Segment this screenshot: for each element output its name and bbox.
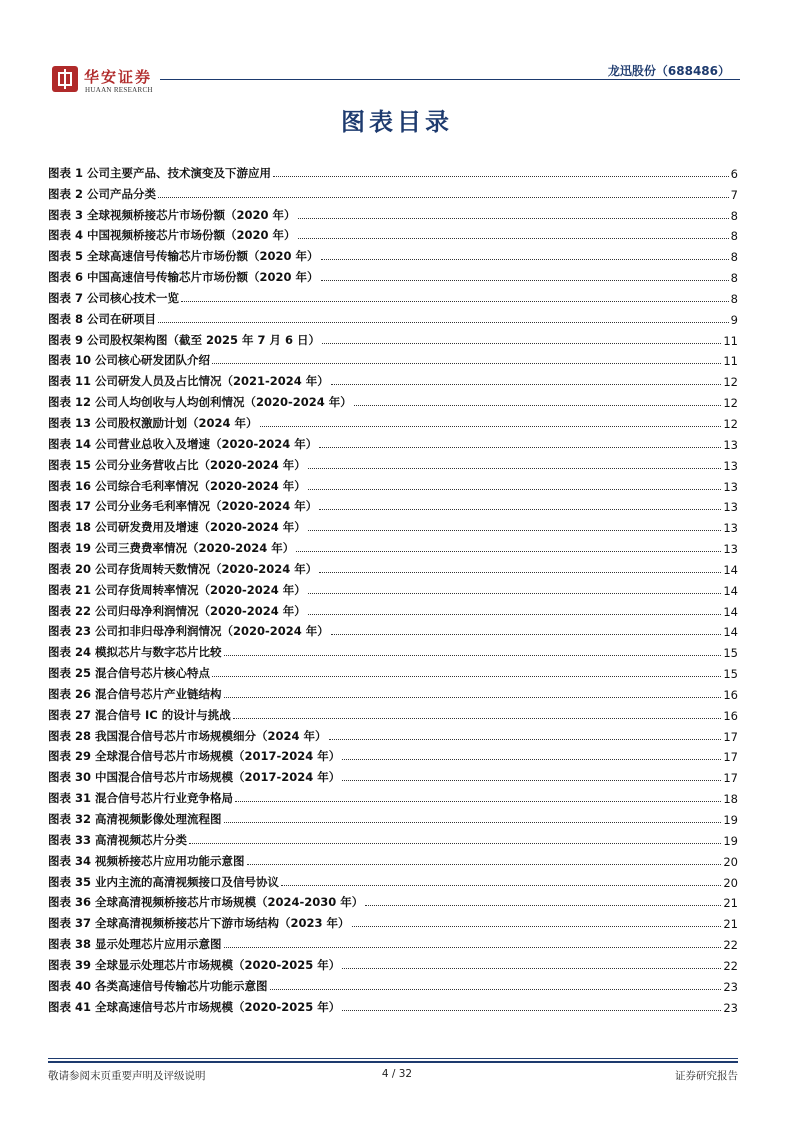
toc-entry-page: 13 [723, 521, 738, 536]
toc-entry-label: 图表 17 公司分业务毛利率情况（2020-2024 年） [48, 499, 318, 514]
toc-entry-label: 图表 20 公司存货周转天数情况（2020-2024 年） [48, 561, 318, 576]
toc-entry[interactable] [48, 639, 738, 660]
toc-entry-page: 17 [723, 729, 738, 744]
toc-entry-label: 图表 34 视频桥接芯片应用功能示意图 [48, 853, 245, 868]
table-of-figures [48, 160, 738, 1015]
toc-entry-page: 20 [723, 854, 738, 869]
toc-entry-label: 图表 5 全球高速信号传输芯片市场份额（2020 年） [48, 249, 319, 264]
toc-entry-page: 21 [723, 896, 738, 911]
toc-entry-label: 图表 4 中国视频桥接芯片市场份额（2020 年） [48, 228, 296, 243]
toc-leader-dots [319, 509, 721, 510]
toc-entry-label: 图表 14 公司营业总收入及增速（2020-2024 年） [48, 436, 318, 451]
toc-entry-label: 图表 23 公司扣非归母净利润情况（2020-2024 年） [48, 624, 329, 639]
toc-entry[interactable] [48, 806, 738, 827]
footer-page-number: 4 / 32 [381, 1068, 413, 1080]
toc-leader-dots [235, 801, 721, 802]
toc-entry[interactable] [48, 473, 738, 494]
toc-entry-page: 12 [723, 416, 738, 431]
toc-leader-dots [298, 238, 729, 239]
toc-leader-dots [281, 885, 721, 886]
toc-leader-dots [189, 843, 721, 844]
toc-leader-dots [308, 468, 722, 469]
toc-leader-dots [308, 614, 722, 615]
toc-entry-page: 14 [723, 604, 738, 619]
logo-emblem-icon [52, 66, 78, 92]
toc-leader-dots [342, 1010, 721, 1011]
toc-entry-page: 19 [723, 813, 738, 827]
toc-entry-page: 18 [723, 792, 738, 807]
toc-leader-dots [296, 551, 721, 552]
toc-entry-label: 图表 33 高清视频芯片分类 [48, 832, 188, 847]
toc-entry-label: 图表 6 中国高速信号传输芯片市场份额（2020 年） [48, 270, 319, 285]
toc-entry-label: 图表 22 公司归母净利润情况（2020-2024 年） [48, 603, 306, 618]
toc-entry[interactable] [48, 348, 738, 369]
toc-entry-page: 12 [723, 375, 738, 390]
footer-report-type: 证券研究报告 [675, 1070, 738, 1082]
toc-entry[interactable] [48, 910, 738, 931]
toc-leader-dots [181, 301, 729, 302]
toc-entry[interactable] [48, 202, 738, 223]
toc-leader-dots [329, 739, 722, 740]
toc-entry-page: 22 [723, 938, 738, 953]
toc-entry[interactable] [48, 514, 738, 535]
toc-entry[interactable] [48, 452, 738, 473]
toc-entry-label: 图表 8 公司在研项目 [48, 311, 157, 326]
toc-entry[interactable] [48, 243, 738, 264]
toc-entry[interactable] [48, 431, 738, 452]
toc-entry[interactable] [48, 994, 738, 1015]
toc-entry-label: 图表 18 公司研发费用及增速（2020-2024 年） [48, 520, 306, 535]
toc-leader-dots [365, 905, 721, 906]
toc-entry-page: 13 [723, 542, 738, 557]
toc-leader-dots [273, 176, 729, 177]
toc-entry[interactable] [48, 577, 738, 598]
toc-entry[interactable] [48, 327, 738, 348]
toc-entry[interactable] [48, 264, 738, 285]
toc-leader-dots [308, 489, 722, 490]
toc-entry-page: 16 [723, 687, 738, 702]
toc-entry-page: 11 [723, 354, 738, 369]
toc-entry-page: 8 [730, 291, 738, 306]
toc-leader-dots [342, 780, 721, 781]
toc-entry[interactable] [48, 285, 738, 306]
toc-entry[interactable] [48, 702, 738, 723]
toc-entry-page: 23 [723, 979, 738, 994]
toc-leader-dots [298, 218, 729, 219]
company-logo [52, 66, 192, 98]
toc-entry[interactable] [48, 973, 738, 994]
footer-disclaimer: 敬请参阅末页重要声明及评级说明 [48, 1070, 206, 1082]
toc-entry-label: 图表 7 公司核心技术一览 [48, 290, 180, 305]
toc-leader-dots [308, 593, 722, 594]
toc-entry-label: 图表 24 模拟芯片与数字芯片比较 [48, 645, 222, 660]
toc-entry-label: 图表 28 我国混合信号芯片市场规模细分（2024 年） [48, 728, 327, 743]
toc-entry[interactable] [48, 660, 738, 681]
toc-entry-label: 图表 3 全球视频桥接芯片市场份额（2020 年） [48, 207, 296, 222]
toc-leader-dots [224, 655, 722, 656]
toc-entry-page: 15 [723, 667, 738, 682]
toc-entry-label: 图表 13 公司股权激励计划（2024 年） [48, 415, 258, 430]
header-company-ticker: 龙迅股份（688486） [607, 64, 730, 78]
toc-entry-label: 图表 26 混合信号芯片产业链结构 [48, 686, 222, 701]
toc-entry-page: 8 [730, 229, 738, 244]
toc-entry[interactable] [48, 494, 738, 515]
toc-entry-label: 图表 41 全球高速信号芯片市场规模（2020-2025 年） [48, 999, 341, 1014]
toc-entry-page: 15 [723, 646, 738, 661]
toc-entry-page: 23 [723, 1000, 738, 1015]
toc-leader-dots [224, 697, 722, 698]
toc-leader-dots [319, 447, 721, 448]
toc-entry-label: 图表 21 公司存货周转率情况（2020-2024 年） [48, 582, 306, 597]
toc-entry[interactable] [48, 785, 738, 806]
toc-entry-label: 图表 11 公司研发人员及占比情况（2021-2024 年） [48, 374, 329, 389]
toc-entry-page: 19 [723, 833, 738, 848]
toc-entry-label: 图表 40 各类高速信号传输芯片功能示意图 [48, 978, 268, 993]
toc-entry-page: 6 [730, 166, 738, 181]
toc-entry-page: 20 [723, 875, 738, 890]
toc-entry[interactable] [48, 848, 738, 869]
toc-leader-dots [342, 968, 721, 969]
toc-entry[interactable] [48, 368, 738, 389]
toc-leader-dots [212, 676, 721, 677]
toc-entry-page: 8 [730, 250, 738, 265]
toc-entry-label: 图表 16 公司综合毛利率情况（2020-2024 年） [48, 478, 306, 493]
toc-entry-label: 图表 35 业内主流的高清视频接口及信号协议 [48, 874, 280, 889]
toc-leader-dots [331, 634, 722, 635]
toc-entry-label: 图表 38 显示处理芯片应用示意图 [48, 937, 222, 952]
footer-divider-thin [48, 1058, 738, 1059]
toc-entry-page: 14 [723, 583, 738, 598]
toc-leader-dots [158, 322, 729, 323]
toc-entry-label: 图表 1 公司主要产品、技术演变及下游应用 [48, 165, 272, 180]
toc-leader-dots [322, 343, 721, 344]
toc-entry-label: 图表 10 公司核心研发团队介绍 [48, 353, 211, 368]
footer-divider-thick [48, 1061, 738, 1063]
toc-entry-page: 13 [723, 458, 738, 473]
toc-entry[interactable] [48, 160, 738, 181]
toc-entry-label: 图表 15 公司分业务营收占比（2020-2024 年） [48, 457, 306, 472]
toc-entry[interactable] [48, 619, 738, 640]
toc-leader-dots [270, 989, 722, 990]
toc-leader-dots [158, 197, 729, 198]
logo-chinese-name: 华安证券 [84, 68, 153, 86]
toc-entry-page: 11 [723, 333, 738, 348]
toc-leader-dots [354, 405, 722, 406]
toc-entry-label: 图表 12 公司人均创收与人均创利情况（2020-2024 年） [48, 395, 352, 410]
toc-entry[interactable] [48, 535, 738, 556]
toc-entry[interactable] [48, 181, 738, 202]
toc-entry-label: 图表 31 混合信号芯片行业竞争格局 [48, 791, 234, 806]
page-title: 图表目录 [341, 108, 453, 136]
toc-entry-label: 图表 36 全球高清视频桥接芯片市场规模（2024-2030 年） [48, 895, 364, 910]
toc-entry-label: 图表 27 混合信号 IC 的设计与挑战 [48, 707, 231, 722]
toc-leader-dots [224, 822, 722, 823]
toc-entry[interactable] [48, 744, 738, 765]
toc-entry[interactable] [48, 827, 738, 848]
toc-leader-dots [260, 426, 722, 427]
toc-leader-dots [212, 363, 721, 364]
toc-leader-dots [342, 759, 721, 760]
toc-leader-dots [233, 718, 722, 719]
toc-entry-page: 17 [723, 771, 738, 786]
toc-entry-page: 13 [723, 500, 738, 515]
toc-entry-label: 图表 39 全球显示处理芯片市场规模（2020-2025 年） [48, 957, 341, 972]
logo-english-name: HUAAN RESEARCH [85, 86, 153, 94]
toc-entry[interactable] [48, 598, 738, 619]
toc-leader-dots [224, 947, 722, 948]
toc-entry[interactable] [48, 306, 738, 327]
toc-entry-label: 图表 25 混合信号芯片核心特点 [48, 666, 211, 681]
toc-entry[interactable] [48, 723, 738, 744]
toc-entry-page: 12 [723, 396, 738, 411]
toc-entry-label: 图表 32 高清视频影像处理流程图 [48, 812, 222, 826]
toc-entry-page: 14 [723, 562, 738, 577]
toc-entry-page: 16 [723, 708, 738, 723]
toc-entry-label: 图表 19 公司三费费率情况（2020-2024 年） [48, 541, 295, 556]
toc-entry[interactable] [48, 869, 738, 890]
toc-entry[interactable] [48, 389, 738, 410]
toc-entry[interactable] [48, 890, 738, 911]
toc-entry[interactable] [48, 931, 738, 952]
toc-leader-dots [247, 864, 722, 865]
toc-entry-page: 8 [730, 271, 738, 286]
toc-entry-page: 14 [723, 625, 738, 640]
toc-leader-dots [321, 280, 729, 281]
toc-entry[interactable] [48, 410, 738, 431]
toc-entry-label: 图表 9 公司股权架构图（截至 2025 年 7 月 6 日） [48, 332, 321, 347]
toc-entry-page: 21 [723, 917, 738, 932]
toc-leader-dots [352, 926, 722, 927]
toc-leader-dots [308, 530, 722, 531]
toc-entry-page: 13 [723, 479, 738, 494]
toc-entry-label: 图表 37 全球高清视频桥接芯片下游市场结构（2023 年） [48, 916, 350, 931]
toc-entry[interactable] [48, 681, 738, 702]
toc-leader-dots [319, 572, 721, 573]
toc-entry[interactable] [48, 556, 738, 577]
toc-entry-page: 17 [723, 750, 738, 765]
toc-entry-label: 图表 2 公司产品分类 [48, 186, 157, 201]
toc-entry-page: 8 [730, 208, 738, 223]
toc-leader-dots [331, 384, 722, 385]
toc-entry-page: 7 [730, 187, 738, 202]
toc-entry-page: 22 [723, 958, 738, 973]
toc-leader-dots [321, 259, 729, 260]
toc-entry-label: 图表 30 中国混合信号芯片市场规模（2017-2024 年） [48, 770, 341, 785]
toc-entry-page: 13 [723, 437, 738, 452]
toc-entry[interactable] [48, 952, 738, 973]
header-divider [160, 79, 740, 80]
toc-entry[interactable] [48, 764, 738, 785]
toc-entry-page: 9 [730, 312, 738, 327]
toc-entry[interactable] [48, 223, 738, 244]
toc-entry-label: 图表 29 全球混合信号芯片市场规模（2017-2024 年） [48, 749, 341, 764]
